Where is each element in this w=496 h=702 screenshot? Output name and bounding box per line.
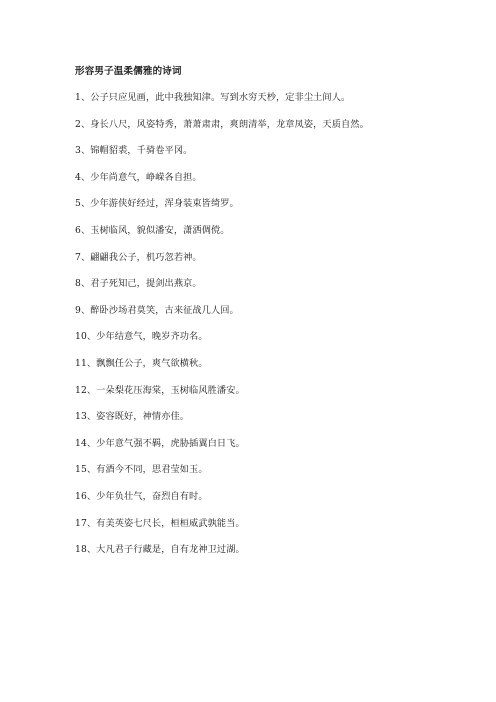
poem-list [75, 92, 369, 571]
poem-line: 5、少年游侠好经过，浑身装束皆绮罗。 [75, 198, 239, 210]
poem-line: 4、少年尚意气，峥嵘各自担。 [75, 171, 202, 183]
poem-line: 10、少年结意气，晚岁齐功名。 [75, 331, 208, 343]
poem-line: 1、公子只应见画，此中我独知津。写到水穷天杪，定非尘土间人。 [75, 92, 351, 103]
poem-line: 2、身长八尺，风姿特秀，萧萧肃肃，爽朗清举，龙章凤姿，天质自然。 [75, 118, 369, 130]
poem-line: 7、翩翩我公子，机巧忽若神。 [75, 251, 202, 263]
poem-line: 17、有美英姿七尺长，桓桓威武孰能当。 [75, 517, 245, 529]
poem-line: 6、玉树临风，貌似潘安，潇洒倜傥。 [75, 224, 230, 236]
poem-line: 13、姿容既好，神情亦佳。 [75, 411, 190, 423]
poem-line: 11、飘飘任公子，爽气欲横秋。 [75, 357, 208, 369]
poem-line: 15、有酒今不同，思君莹如玉。 [75, 464, 208, 476]
poem-line: 8、君子死知己，提剑出燕京。 [75, 278, 202, 290]
poem-line: 9、醉卧沙场君莫笑，古来征战几人回。 [75, 304, 239, 316]
poem-line: 12、一朵梨花压海棠，玉树临风胜潘安。 [75, 384, 245, 396]
poem-line: 3、锦帽貂裘，千骑卷平冈。 [75, 145, 193, 157]
poem-line: 18、大凡君子行藏是，自有龙神卫过湖。 [75, 544, 245, 556]
poem-line: 14、少年意气强不羁，虎胁插翼白日飞。 [75, 437, 245, 449]
document-title: 形容男子温柔儒雅的诗词 [75, 66, 182, 77]
poem-line: 16、少年负壮气，奋烈自有时。 [75, 490, 208, 502]
